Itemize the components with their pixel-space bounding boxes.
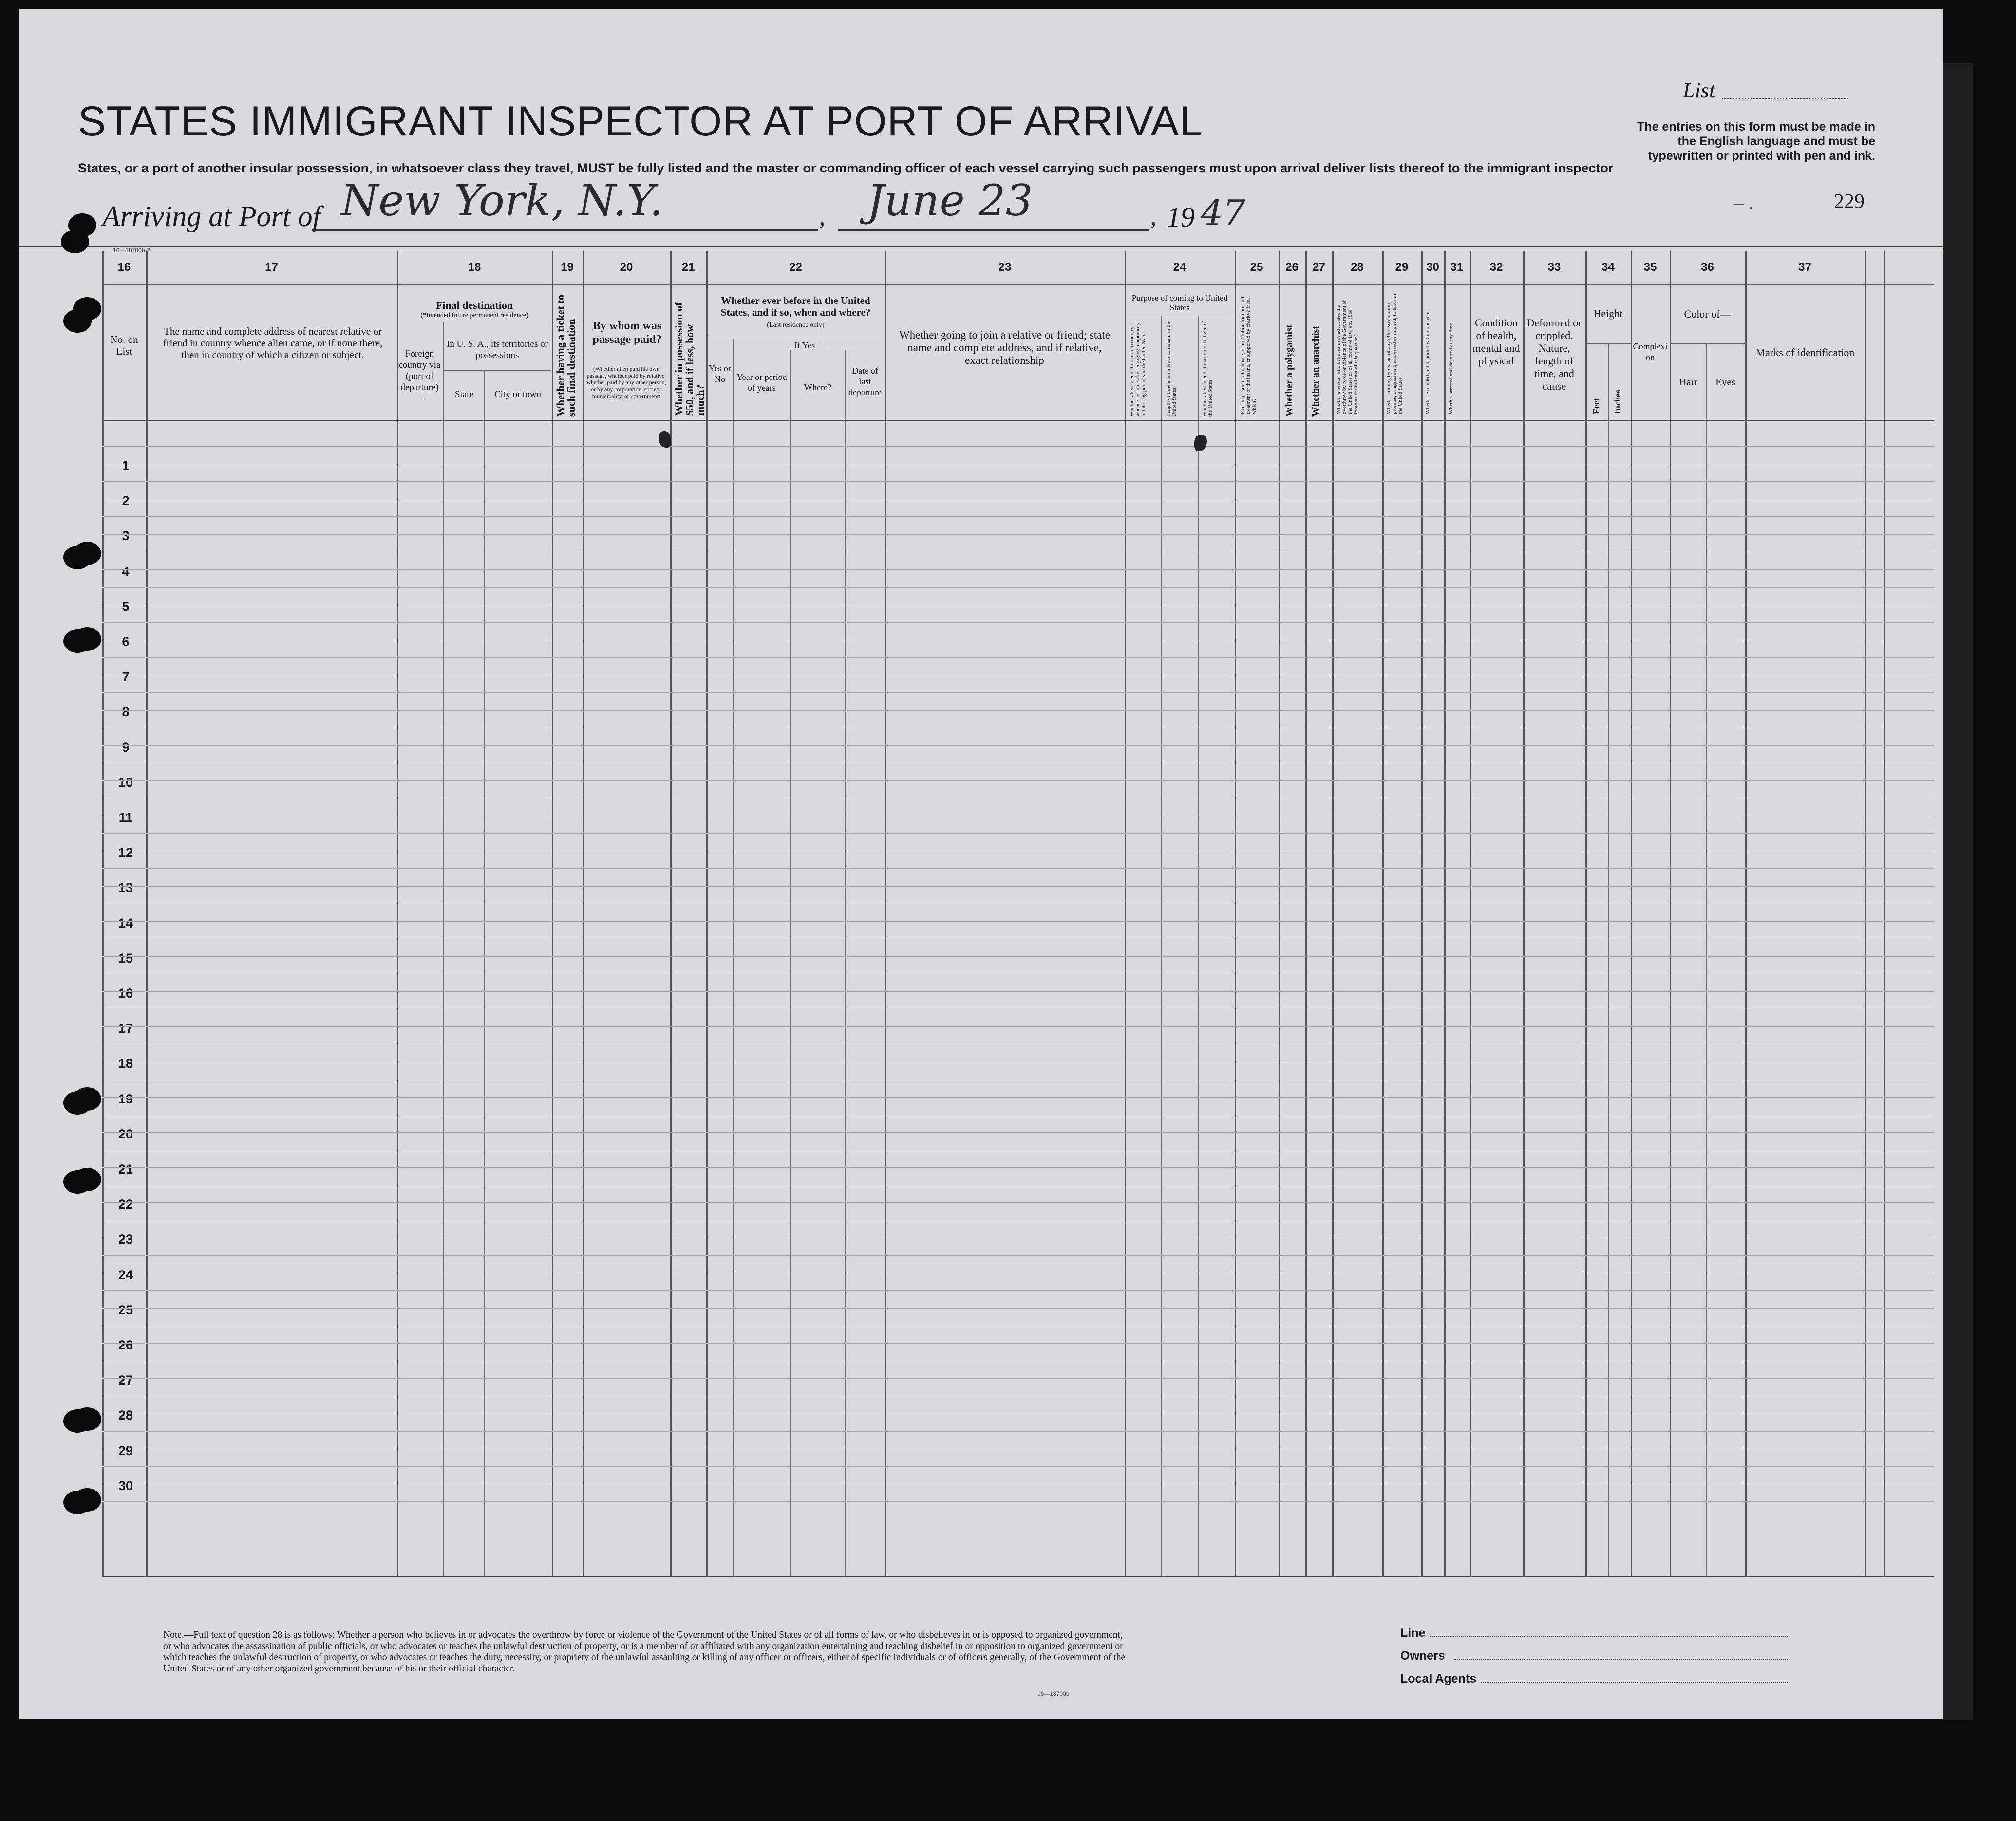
row-number: 20 (118, 1126, 133, 1141)
header-ticket: Whether having a ticket to such final destination (554, 294, 577, 417)
row-rule (102, 1167, 1934, 1168)
column-divider (1332, 251, 1334, 1576)
column-divider (706, 251, 708, 1576)
row-number: 2 (122, 493, 130, 509)
row-rule (102, 1466, 1934, 1467)
row-rule (102, 1026, 1934, 1027)
port-line (312, 229, 818, 231)
header-eyes: Eyes (1715, 376, 1735, 388)
row-number: 12 (118, 845, 133, 860)
column-divider (670, 251, 672, 1576)
header-date-departure: Date of last departure (848, 366, 882, 397)
row-rule (102, 1097, 1934, 1098)
header-purpose-citizen: Whether alien intends to become a citizen of the United States (1202, 321, 1213, 417)
punch-hole (63, 1409, 92, 1433)
column-divider (583, 251, 584, 1576)
column-divider (102, 251, 104, 1576)
row-number: 24 (118, 1267, 133, 1282)
punch-hole (63, 1491, 92, 1514)
header-complexion: Complexion (1633, 341, 1668, 362)
row-rule (102, 446, 1934, 447)
colnum-21: 21 (681, 261, 695, 274)
row-number: 21 (118, 1162, 133, 1176)
row-number: 1 (122, 458, 130, 473)
footer-line-label: Line (1400, 1626, 1426, 1640)
sub-column-divider (443, 322, 444, 1576)
punch-hole (63, 546, 92, 569)
header-passage-paid: By whom was passage paid? (592, 320, 662, 346)
footer-owners-field (1454, 1659, 1788, 1660)
colnum-33: 33 (1547, 261, 1561, 274)
colnum-23: 23 (998, 261, 1012, 274)
header-rule-bottom (102, 420, 1934, 421)
rule-36 (1670, 343, 1746, 344)
colnum-36: 36 (1701, 261, 1714, 274)
row-rule (102, 1308, 1934, 1309)
colnum-24: 24 (1173, 261, 1187, 274)
column-divider (1444, 251, 1446, 1576)
colnum-31: 31 (1450, 261, 1464, 274)
colnum-34: 34 (1601, 261, 1615, 274)
column-divider (1865, 251, 1866, 1576)
punch-hole (63, 629, 92, 653)
row-rule (102, 745, 1934, 746)
row-rule (102, 1431, 1934, 1432)
row-number: 22 (118, 1197, 133, 1212)
row-number: 16 (118, 986, 133, 1001)
row-rule (102, 1132, 1934, 1133)
row-number: 27 (118, 1373, 133, 1388)
form-subtitle: States, or a port of another insular possession, in whatsoever class they travel, MUST be fully listed and the master or commanding officer of each vessel carrying such passengers must upon arrival deliver lists thereof to the immigrant inspector (78, 161, 1614, 175)
colnum-25: 25 (1250, 261, 1263, 274)
row-rule (102, 534, 1934, 535)
header-yes-or-no: Yes or No (709, 363, 731, 384)
list-number-field (1722, 97, 1848, 99)
sub-column-divider (733, 339, 734, 1576)
sub-column-divider (1198, 316, 1199, 1576)
header-anarchist: Whether an anarchist (1310, 326, 1321, 417)
footer-owners-label: Owners (1400, 1649, 1445, 1663)
row-number: 10 (118, 775, 133, 790)
colnum-28: 28 (1351, 261, 1364, 274)
year-printed: 19 (1167, 201, 1195, 233)
colnum-30: 30 (1426, 261, 1439, 274)
row-number: 4 (122, 564, 130, 579)
page-number: 229 (1834, 190, 1865, 213)
page-dash-mark: – . (1734, 191, 1753, 213)
year-handwritten: 47 (1201, 192, 1245, 233)
row-number: 11 (118, 810, 133, 825)
header-rule-colnums (102, 284, 1934, 285)
header-inches: Inches (1613, 389, 1622, 414)
header-polygamist: Whether a polygamist (1284, 324, 1295, 417)
header-purpose-length: Length of time alien intends to remain in the United States (1166, 321, 1177, 417)
arriving-label: Arriving at Port of (102, 200, 321, 232)
row-number: 19 (118, 1091, 133, 1106)
header-state: State (455, 389, 473, 399)
header-fifty-dollars: Whether in possession of $50, and if less, how much? (673, 302, 706, 416)
colnum-29: 29 (1395, 261, 1409, 274)
footer-agents-label: Local Agents (1400, 1672, 1477, 1686)
header-foreign-country: Foreign country via (port of departure)— (398, 349, 441, 404)
punch-hole (63, 1170, 92, 1194)
colnum-18: 18 (468, 261, 481, 274)
colnum-35: 35 (1643, 261, 1657, 274)
row-rule (102, 1202, 1934, 1203)
colnum-19: 19 (561, 261, 574, 274)
colnum-27: 27 (1312, 261, 1325, 274)
header-prison: Ever in prison or almshouse, or institution for care and treatment of the insane, or supported by charity? If so, which? (1240, 297, 1257, 414)
header-color-of: Color of— (1684, 308, 1731, 320)
row-rule (102, 622, 1934, 623)
header-rule-top (19, 246, 1943, 247)
column-divider (1235, 251, 1236, 1576)
punch-hole (63, 309, 92, 333)
column-divider (1279, 251, 1280, 1576)
row-number: 6 (122, 634, 130, 649)
column-divider (1585, 251, 1587, 1576)
list-label: List (1683, 78, 1715, 102)
row-rule (102, 833, 1934, 834)
column-divider (1421, 251, 1423, 1576)
row-rule (102, 921, 1934, 922)
row-number: 8 (122, 704, 130, 720)
entries-note: The entries on this form must be made in the English language and must be typewritten or printed with pen and ink. (1637, 120, 1875, 163)
footnote-q28: Note.—Full text of question 28 is as follows: Whether a person who believes in or advocates the overthrow by force or violence of the Government of the United States or of all forms of law, or who disbelieves in or is opposed to organized government, or who advocates the assassination of public officials, or who advocates or teaches the unlawful destruction of property, or is a member of or affiliated with any organization entertaining and teaching disbelief in or opposition to organized government or which teaches the unlawful destruction of property, or who advocates or teaches the duty, necessity, or propriety of the unlawful assaulting or killing of any officer or officers, either of specific individuals or of officers generally, of the Government of the United States or of any other organized government because of his or their official character. (163, 1630, 1126, 1674)
header-last-residence: (Last residence only) (767, 322, 825, 329)
form-title: STATES IMMIGRANT INSPECTOR AT PORT OF ARRIVAL (78, 98, 1204, 145)
column-divider (1305, 251, 1307, 1576)
header-q28: Whether a person who believes in or advocates the overthrow by force or violence of the Government of the United States or of all forms of law, etc. (See footnote for full text of this question) (1336, 300, 1359, 414)
column-divider (1382, 251, 1384, 1576)
sub-column-divider (1608, 343, 1609, 1576)
column-divider (885, 251, 886, 1576)
row-number: 25 (118, 1302, 133, 1317)
row-rule (102, 569, 1934, 570)
row-rule (102, 956, 1934, 957)
column-divider (552, 251, 553, 1576)
form-code-top: 16—18700b-2 (113, 247, 151, 254)
row-rule (102, 481, 1934, 482)
row-rule (102, 991, 1934, 992)
header-ever-before: Whether ever before in the United States, and if so, when and where? (720, 295, 871, 318)
row-rule (102, 886, 1934, 887)
row-rule (102, 1255, 1934, 1256)
date-line (838, 229, 1149, 231)
colnum-17: 17 (265, 261, 278, 274)
column-divider (1631, 251, 1632, 1576)
row-number: 28 (118, 1408, 133, 1423)
header-q31: Whether arrested and deported at any time (1448, 323, 1454, 414)
header-purpose-return: Whether alien intends to return to country whence he came after engaging temporarily in laboring pursuits in the United States (1129, 322, 1147, 417)
row-rule (102, 1378, 1934, 1379)
header-health: Condition of health, mental and physical (1472, 317, 1520, 367)
header-q30: Whether excluded and deported within one year (1425, 311, 1431, 414)
row-number: 23 (118, 1232, 133, 1247)
row-rule (102, 587, 1934, 588)
header-city-or-town: City or town (494, 389, 542, 399)
row-number: 18 (118, 1056, 133, 1071)
row-number: 3 (122, 529, 130, 544)
form-code-bottom: 16—18700b (1037, 1690, 1070, 1697)
date-handwritten: June 23 (867, 175, 1033, 226)
header-in-usa: In U. S. A., its territories or possessions (447, 339, 548, 360)
sub-column-divider (1161, 316, 1162, 1576)
punch-hole (63, 1091, 92, 1115)
footer-line-field (1430, 1636, 1788, 1637)
table-rule-bottom (102, 1576, 1934, 1577)
row-number: 30 (118, 1478, 133, 1493)
row-rule (102, 692, 1934, 693)
header-q29: Whether coming by reason of any offer, solicitation, promise, or agreement, expressed or implied, to labor in the United States (1386, 294, 1403, 414)
row-number: 7 (122, 669, 130, 684)
header-purpose: Purpose of coming to United States (1131, 293, 1228, 312)
colnum-20: 20 (620, 261, 633, 274)
header-no-on-list: No. on List (110, 334, 138, 357)
header-final-destination-note: (*Intended future permanent residence) (420, 312, 528, 319)
comma-2: , (1150, 204, 1156, 230)
row-rule (102, 1343, 1934, 1344)
punch-hole (61, 230, 89, 253)
port-handwritten: New York, N.Y. (341, 175, 663, 226)
column-divider (1125, 251, 1126, 1576)
header-nearest-relative: The name and complete address of nearest relative or friend in country whence alien came, or if none there, then in country of which a citizen or subject. (163, 325, 383, 360)
header-if-yes: If Yes— (794, 341, 824, 350)
column-divider (397, 251, 398, 1576)
row-number: 17 (118, 1021, 133, 1036)
colnum-32: 32 (1489, 261, 1503, 274)
header-going-to-join: Whether going to join a relative or friend; state name and complete address, and if relative, exact relationship (899, 329, 1110, 366)
rule-34 (1586, 343, 1631, 344)
row-number: 29 (118, 1443, 133, 1458)
colnum-22: 22 (789, 261, 802, 274)
row-rule (102, 868, 1934, 869)
row-number: 15 (118, 950, 133, 966)
comma-1: , (819, 204, 825, 230)
column-divider (1470, 251, 1471, 1576)
footer-agents-field (1481, 1682, 1788, 1683)
header-feet: Feet (1591, 398, 1601, 414)
row-number: 5 (122, 599, 130, 614)
column-divider (1745, 251, 1747, 1576)
header-final-destination: Final destination (435, 299, 513, 311)
row-rule (102, 657, 1934, 658)
column-divider (1670, 251, 1671, 1576)
column-divider (1523, 251, 1525, 1576)
header-passage-paid-note: (Whether alien paid his own passage, whether paid by relative, whether paid by any other person, or by any corporation, society, municipality, or government) (586, 365, 666, 399)
rule-18b (443, 370, 551, 371)
column-divider (1884, 251, 1885, 1576)
sub-column-divider (484, 370, 485, 1576)
column-divider (146, 251, 148, 1576)
row-number: 14 (118, 915, 133, 930)
row-rule (102, 516, 1934, 517)
header-marks: Marks of identification (1755, 346, 1855, 359)
row-number: 9 (122, 740, 130, 755)
sheet-edge (1943, 63, 1973, 1720)
row-rule (102, 1290, 1934, 1291)
colnum-26: 26 (1285, 261, 1299, 274)
header-deformed: Deformed or crippled. Nature, length of time, and cause (1526, 317, 1582, 392)
row-rule (102, 780, 1934, 781)
header-where: Where? (804, 382, 831, 392)
colnum-16: 16 (117, 261, 131, 274)
sub-column-divider (1706, 343, 1707, 1576)
colnum-37: 37 (1798, 261, 1811, 274)
row-number: 26 (118, 1338, 133, 1352)
row-rule (102, 1501, 1934, 1502)
row-rule (102, 710, 1934, 711)
header-hair: Hair (1679, 376, 1697, 388)
header-height: Height (1593, 307, 1623, 320)
header-year-period: Year or period of years (736, 372, 787, 393)
row-number: 13 (118, 880, 133, 895)
